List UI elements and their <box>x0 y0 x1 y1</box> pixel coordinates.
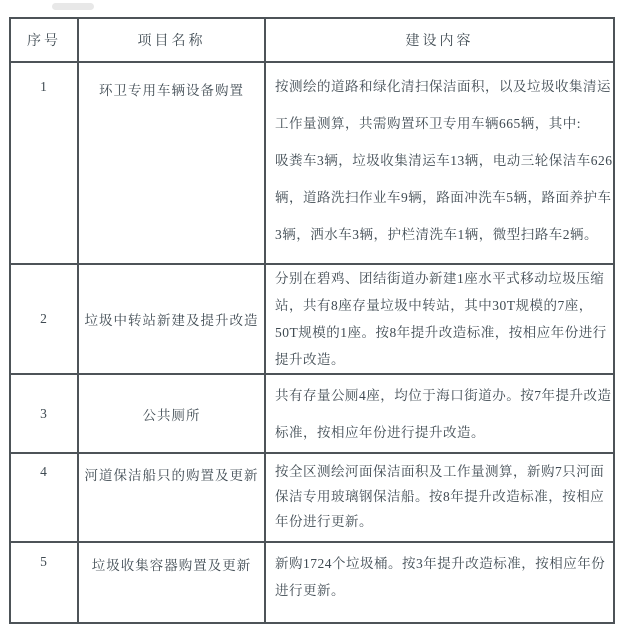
project-name: 公共厕所 <box>78 374 265 453</box>
table-row <box>10 62 614 264</box>
row-number: 3 <box>10 374 78 453</box>
table-row <box>10 542 614 623</box>
content-line: 吸粪车3辆，垃圾收集清运车13辆，电动三轮保洁车626 <box>275 153 613 168</box>
content-line: 工作量测算，共需购置环卫专用车辆665辆，其中: <box>275 116 582 131</box>
content-line: 站，共有8座存量垃圾中转站，其中30T规模的7座， <box>275 298 593 313</box>
table-row <box>10 264 614 374</box>
content-line: 进行更新。 <box>275 583 345 598</box>
project-content <box>265 453 614 542</box>
content-line: 按测绘的道路和绿化清扫保洁面积，以及垃圾收集清运 <box>275 79 611 94</box>
column-header-name: 项目名称 <box>78 18 265 62</box>
content-line: 分别在碧鸡、团结街道办新建1座水平式移动垃圾压缩 <box>275 271 605 286</box>
content-line: 提升改造。 <box>275 352 345 367</box>
table-row <box>10 374 614 453</box>
content-line: 年份进行更新。 <box>275 514 373 529</box>
project-table-container <box>9 17 615 624</box>
project-table <box>9 17 615 624</box>
project-content <box>265 374 614 453</box>
row-number: 1 <box>10 62 78 264</box>
row-number: 5 <box>10 542 78 623</box>
content-line: 标准，按相应年份进行提升改造。 <box>275 424 485 440</box>
content-line: 保洁专用玻璃钢保洁船。按8年提升改造标准，按相应 <box>275 489 605 504</box>
column-header-no: 序号 <box>10 18 78 62</box>
table-row <box>10 453 614 542</box>
column-header-content: 建设内容 <box>265 18 614 62</box>
content-line: 新购1724个垃圾桶。按3年提升改造标准，按相应年份 <box>275 556 606 571</box>
project-name: 环卫专用车辆设备购置 <box>78 62 265 264</box>
scan-artifact <box>52 3 94 10</box>
row-number: 4 <box>10 453 78 542</box>
content-line: 辆，道路洗扫作业车9辆，路面冲洗车5辆，路面养护车 <box>275 190 612 205</box>
project-content <box>265 62 614 264</box>
project-name: 垃圾收集容器购置及更新 <box>78 542 265 623</box>
project-name: 垃圾中转站新建及提升改造 <box>78 264 265 374</box>
project-content <box>265 542 614 623</box>
content-line: 50T规模的1座。按8年提升改造标准，按相应年份进行 <box>275 325 607 340</box>
table-header-row <box>10 18 614 62</box>
content-line: 3辆，洒水车3辆，护栏清洗车1辆，微型扫路车2辆。 <box>275 227 598 242</box>
content-line: 按全区测绘河面保洁面积及工作量测算，新购7只河面 <box>275 464 605 479</box>
project-name: 河道保洁船只的购置及更新 <box>78 453 265 542</box>
project-content <box>265 264 614 374</box>
row-number: 2 <box>10 264 78 374</box>
content-line: 共有存量公厕4座，均位于海口街道办。按7年提升改造 <box>275 387 612 403</box>
